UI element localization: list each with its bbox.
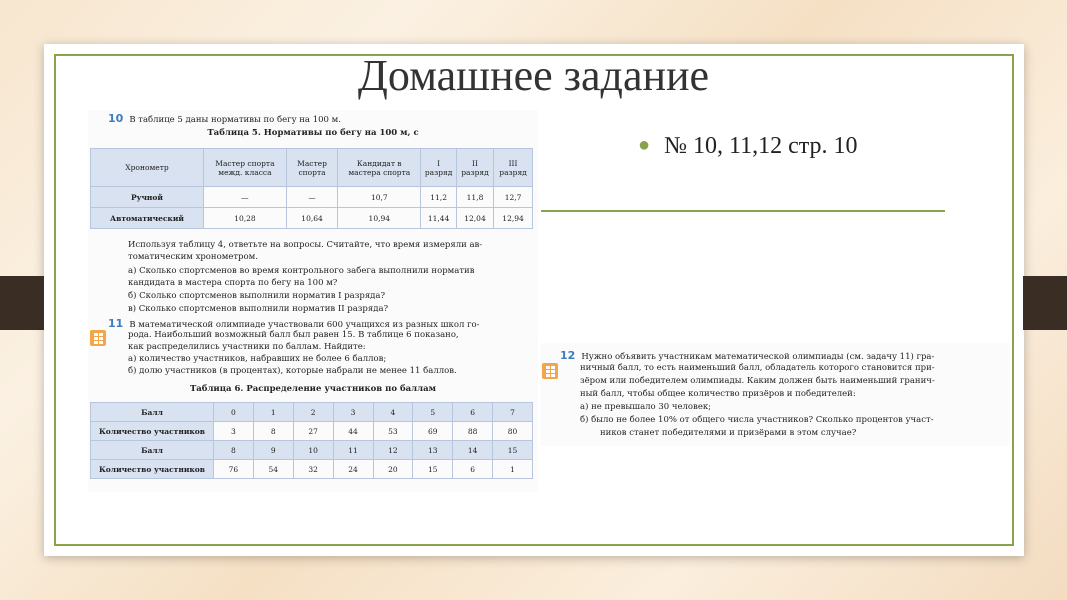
task11-text-line: а) количество участников, набравших не более 6 баллов; <box>128 354 387 364</box>
table6-cell: 54 <box>253 460 293 479</box>
table-row <box>91 422 533 441</box>
table6-cell: 27 <box>293 422 333 441</box>
table6-cell: 3 <box>214 422 254 441</box>
bullet-dot-icon: ● <box>638 134 651 156</box>
table-row <box>91 187 533 208</box>
table6-cell: 11 <box>333 441 373 460</box>
table6-cell: 24 <box>333 460 373 479</box>
table5-cell: Ручной <box>91 187 204 208</box>
task12-text-line: ничный балл, то есть наименьший балл, обладатель которого становится при- <box>580 363 935 373</box>
task11-text-line: б) долю участников (в процентах), которые набрали не менее 11 баллов. <box>128 366 457 376</box>
slide-title: Домашнее задание <box>357 51 710 100</box>
table5-cell: Автоматический <box>91 208 204 229</box>
table5-header: Хронометр <box>91 149 204 187</box>
task10-intro-line <box>108 112 341 125</box>
table5-cell: 10,7 <box>338 187 421 208</box>
table6-cell: 10 <box>293 441 333 460</box>
left-side-bar <box>0 276 44 330</box>
table5-cell: 11,2 <box>421 187 457 208</box>
table-row <box>91 441 533 460</box>
task12-text-line: ников станет победителями и призёрами в этом случае? <box>600 428 857 438</box>
task11-text-line: рода. Наибольший возможный балл был равен 15. В таблице 6 показано, <box>128 330 459 340</box>
table6-cell: 69 <box>413 422 453 441</box>
task11-number: 11 <box>108 317 124 330</box>
table6-cell: 0 <box>214 403 254 422</box>
textbook-scan-tasks-10-11 <box>88 110 538 492</box>
table6-cell: 1 <box>493 460 533 479</box>
task11-text-line: В математической олимпиаде участвовали 600 учащихся из разных школ го- <box>129 320 480 330</box>
task12-number: 12 <box>560 349 576 362</box>
table5-cell: 10,94 <box>338 208 421 229</box>
table5-cell: 11,44 <box>421 208 457 229</box>
table6-cell: 9 <box>253 441 293 460</box>
table5-cell: 11,8 <box>456 187 493 208</box>
table6-cell: 8 <box>214 441 254 460</box>
calculator-icon <box>90 330 106 346</box>
table6-cell: 53 <box>373 422 413 441</box>
table5-cell: 12,04 <box>456 208 493 229</box>
table6-cell: 1 <box>253 403 293 422</box>
task10-text-line: в) Сколько спортсменов выполнили норматив II разряда? <box>128 304 389 314</box>
table5-header: Мастер спорта межд. класса <box>204 149 287 187</box>
table5-header: I разряд <box>421 149 457 187</box>
task12-text-line: ный балл, чтобы общее количество призёров и победителей: <box>580 389 856 399</box>
table6-cell: 88 <box>453 422 493 441</box>
homework-bullet <box>638 133 858 160</box>
task10-text-line: томатическим хронометром. <box>128 252 258 262</box>
table5-header: Мастер спорта <box>286 149 337 187</box>
table5-header: II разряд <box>456 149 493 187</box>
table5-cell: 10,64 <box>286 208 337 229</box>
table5-caption: Таблица 5. Нормативы по бегу на 100 м, с <box>207 128 419 138</box>
table5-header-row <box>91 149 533 187</box>
table5-cell: 12,94 <box>494 208 533 229</box>
table6-cell: 15 <box>493 441 533 460</box>
table6-cell: 44 <box>333 422 373 441</box>
table5-header: III разряд <box>494 149 533 187</box>
table6-cell: 12 <box>373 441 413 460</box>
task11-first-line <box>108 317 480 330</box>
table6 <box>90 402 533 479</box>
table6-cell: 6 <box>453 460 493 479</box>
task10-text-line: а) Сколько спортсменов во время контрольного забега выполнили норматив <box>128 266 475 276</box>
table5-cell: 12,7 <box>494 187 533 208</box>
table6-cell: 4 <box>373 403 413 422</box>
table-row <box>91 403 533 422</box>
table6-cell: 6 <box>453 403 493 422</box>
task11-text-line: как распределились участники по баллам. Найдите: <box>128 342 366 352</box>
task10-intro: В таблице 5 даны нормативы по бегу на 100 м. <box>129 115 341 125</box>
table6-caption: Таблица 6. Распределение участников по баллам <box>189 384 437 394</box>
table6-row-label: Балл <box>91 403 214 422</box>
calculator-icon <box>542 363 558 379</box>
table5-cell: — <box>204 187 287 208</box>
table6-cell: 14 <box>453 441 493 460</box>
right-side-bar <box>1023 276 1067 330</box>
table6-cell: 13 <box>413 441 453 460</box>
table-row <box>91 208 533 229</box>
table6-cell: 15 <box>413 460 453 479</box>
table5-cell: 10,28 <box>204 208 287 229</box>
task10-text-line: б) Сколько спортсменов выполнили норматив I разряда? <box>128 291 386 301</box>
homework-text: № 10, 11,12 стр. 10 <box>664 133 858 159</box>
divider-line <box>541 210 945 212</box>
task10-text-line: кандидата в мастера спорта по бегу на 100 м? <box>128 278 338 288</box>
table6-cell: 3 <box>333 403 373 422</box>
table-row <box>91 460 533 479</box>
table6-cell: 76 <box>214 460 254 479</box>
table6-cell: 5 <box>413 403 453 422</box>
task10-number: 10 <box>108 112 124 125</box>
table6-cell: 20 <box>373 460 413 479</box>
table6-row-label: Количество участников <box>91 422 214 441</box>
task12-text-line: зёром или победителем олимпиады. Каким должен быть наименьший гранич- <box>580 376 935 386</box>
table6-row-label: Количество участников <box>91 460 214 479</box>
table6-cell: 2 <box>293 403 333 422</box>
table6-cell: 8 <box>253 422 293 441</box>
task12-text-line: а) не превышало 30 человек; <box>580 402 712 412</box>
task12-text-line: б) было не более 10% от общего числа участников? Сколько процентов участ- <box>580 415 934 425</box>
table6-cell: 32 <box>293 460 333 479</box>
table5 <box>90 148 533 229</box>
table6-cell: 7 <box>493 403 533 422</box>
table5-header: Кандидат в мастера спорта <box>338 149 421 187</box>
textbook-scan-task-12 <box>540 343 1010 446</box>
task12-first-line <box>560 349 934 362</box>
table6-cell: 80 <box>493 422 533 441</box>
task10-text-line: Используя таблицу 4, ответьте на вопросы. Считайте, что время измеряли ав- <box>128 240 483 250</box>
table5-cell: — <box>286 187 337 208</box>
task12-text-line: Нужно объявить участникам математической олимпиады (см. задачу 11) гра- <box>581 352 935 362</box>
table6-row-label: Балл <box>91 441 214 460</box>
